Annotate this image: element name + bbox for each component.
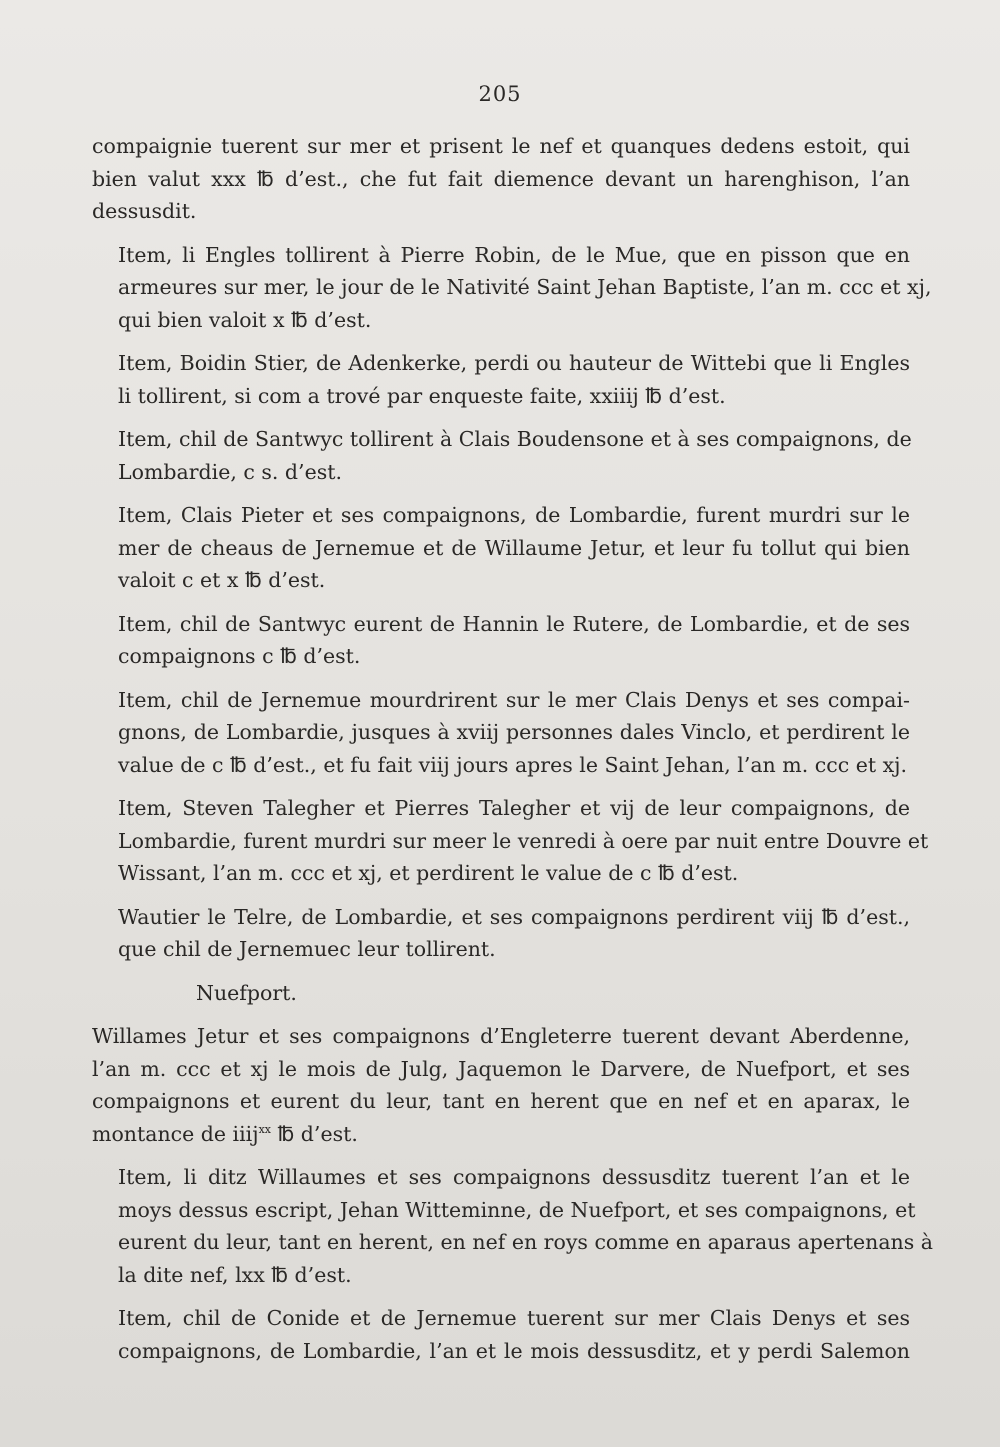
superscript: xx: [258, 1122, 271, 1136]
text-line: Willames Jetur et ses compaignons d’Engleterre tuerent devant Aberdenne,: [92, 1024, 910, 1048]
text-line: armeures sur mer, le jour de le Nativité Saint Jehan Baptiste, l’an m. ccc et xj,: [118, 275, 932, 299]
text-line: eurent du leur, tant en herent, en nef en roys comme en aparaus apertenans à: [118, 1230, 934, 1254]
text-line: li tollirent, si com a trové par enqueste faite, xxiiij ℔ d’est.: [118, 383, 726, 408]
text-line: moys dessus escript, Jehan Witteminne, de Nuefport, et ses compaignons, et: [118, 1197, 916, 1222]
text-line: dessusdit.: [92, 199, 197, 223]
paragraph: [92, 239, 932, 337]
text-run: montance de iiij: [92, 1121, 259, 1146]
text-line: Lombardie, c s. d’est.: [118, 459, 342, 484]
text-line: Item, li ditz Willaumes et ses compaignons dessusditz tuerent l’an et le: [118, 1165, 910, 1189]
text-line: bien valut xxx ℔ d’est., che fut fait diemence devant un harenghison, l’an: [92, 166, 910, 191]
paragraph: [92, 347, 910, 412]
text-line: compaignons, de Lombardie, l’an et le mois dessusditz, et y perdi Salemon: [118, 1338, 910, 1363]
paragraph: [92, 901, 910, 966]
text-line: Item, Steven Talegher et Pierres Talegher et vij de leur compaignons, de: [118, 796, 910, 820]
paragraph: [92, 423, 910, 488]
text-line: Item, chil de Jernemue mourdrirent sur le mer Clais Denys et ses compai-: [118, 687, 910, 712]
text-line: l’an m. ccc et xj le mois de Julg, Jaquemon le Darvere, de Nuefport, et ses: [92, 1056, 910, 1081]
text-line: Lombardie, furent murdri sur meer le venredi à oere par nuit entre Douvre et: [118, 828, 929, 853]
text-line: Wautier le Telre, de Lombardie, et ses compaignons perdirent viij ℔ d’est.,: [118, 904, 910, 929]
text-line: qui bien valoit x ℔ d’est.: [118, 307, 372, 332]
text-line: valoit c et x ℔ d’est.: [118, 568, 326, 592]
paragraph: [92, 499, 910, 597]
text-line: compaignons c ℔ d’est.: [118, 644, 361, 668]
paragraph: [92, 1020, 910, 1150]
text-line: Item, chil de Santwyc tollirent à Clais Boudensone et à ses compaignons, de: [118, 427, 912, 451]
page-number: 205: [478, 82, 522, 106]
section-heading: Nuefport.: [196, 980, 297, 1005]
text-line: [92, 1118, 910, 1151]
text-line: la dite nef, lxx ℔ d’est.: [118, 1262, 352, 1287]
text-line: compaignie tuerent sur mer et prisent le nef et quanques dedens estoit, qui: [92, 134, 910, 158]
paragraph: [92, 792, 929, 890]
text-line: value de c ℔ d’est., et fu fait viij jours apres le Saint Jehan, l’an m. ccc et xj.: [118, 752, 908, 777]
text-line: Wissant, l’an m. ccc et xj, et perdirent le value de c ℔ d’est.: [118, 861, 739, 885]
body-text: [92, 130, 934, 1378]
text-line: Item, chil de Santwyc eurent de Hannin le Rutere, de Lombardie, et de ses: [118, 611, 910, 636]
paragraph: [92, 1161, 934, 1291]
text-line: compaignons et eurent du leur, tant en herent que en nef et en aparax, le: [92, 1089, 910, 1113]
text-line: gnons, de Lombardie, jusques à xviij personnes dales Vinclo, et perdirent le: [118, 720, 910, 744]
text-line: mer de cheaus de Jernemue et de Willaume Jetur, et leur fu tollut qui bien: [118, 535, 910, 560]
paragraph: [92, 684, 910, 782]
text-line: Item, chil de Conide et de Jernemue tuerent sur mer Clais Denys et ses: [118, 1306, 910, 1330]
text-line: Item, li Engles tollirent à Pierre Robin, de le Mue, que en pisson que en: [118, 242, 910, 267]
paragraph: [92, 130, 910, 228]
text-line: que chil de Jernemuec leur tollirent.: [118, 937, 496, 961]
text-run: ℔ d’est.: [271, 1121, 358, 1146]
text-line: Item, Clais Pieter et ses compaignons, de Lombardie, furent murdri sur le: [118, 503, 910, 527]
paragraph: [92, 1302, 910, 1367]
paragraph: [92, 608, 910, 673]
text-line: Item, Boidin Stier, de Adenkerke, perdi ou hauteur de Wittebi que li Engles: [118, 351, 910, 375]
